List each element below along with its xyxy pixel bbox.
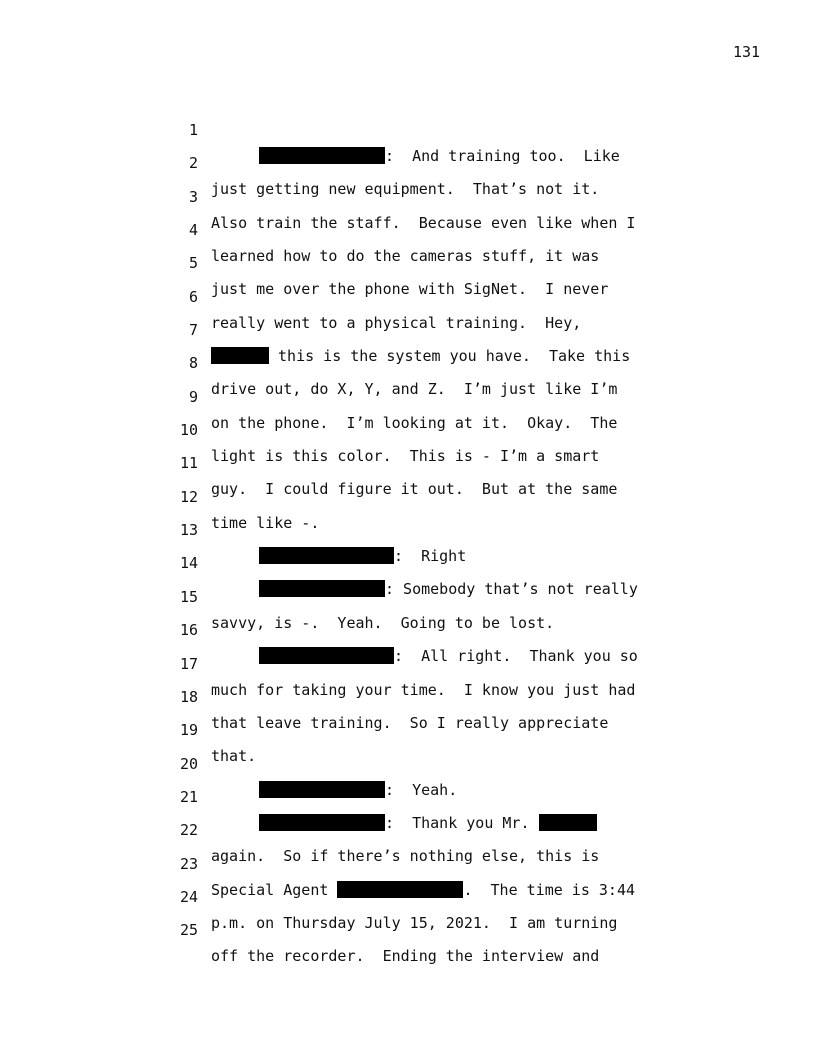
line-text: off the recorder. Ending the interview and: [211, 947, 600, 966]
line-text: guy. I could figure it out. But at the same: [211, 480, 618, 499]
line-text: again. So if there’s nothing else, this is: [211, 847, 600, 866]
line-text: that leave training. So I really appreciate: [211, 713, 609, 732]
line-number: 14: [179, 554, 198, 573]
line-text: : And training too. Like: [385, 147, 620, 165]
line-number: 11: [179, 454, 198, 473]
transcript-line-8: [0, 324, 816, 399]
line-number: 10: [179, 421, 198, 440]
transcript-lines: [0, 91, 816, 966]
line-text: p.m. on Thursday July 15, 2021. I am turning: [211, 913, 618, 932]
line-number: 7: [188, 321, 198, 340]
line-text: : All right. Thank you so: [394, 647, 638, 666]
line-text: Special Agent: [211, 880, 338, 899]
line-number: 12: [179, 487, 198, 506]
line-text: : Yeah.: [385, 780, 458, 799]
transcript-line-6: [0, 258, 816, 332]
line-number: 16: [179, 621, 198, 640]
line-number: 6: [188, 287, 198, 306]
line-text: : Right: [394, 547, 467, 566]
line-number: 22: [179, 821, 198, 840]
line-number: 2: [188, 154, 198, 173]
transcript-line-3: [0, 158, 816, 232]
line-text: on the phone. I’m looking at it. Okay. The: [211, 413, 618, 432]
transcript-line-5: [0, 224, 816, 299]
line-number: 17: [179, 654, 198, 673]
line-text: just getting new equipment. That’s not it.: [211, 180, 600, 199]
line-text: drive out, do X, Y, and Z. I’m just like I’m: [211, 380, 618, 399]
line-text: really went to a physical training. Hey,: [211, 313, 582, 332]
transcript-line-7: [0, 291, 816, 366]
line-number: 4: [188, 221, 198, 240]
page-number: 131: [733, 43, 761, 61]
transcript-line-2: [0, 124, 816, 199]
line-text: : Somebody that’s not really: [385, 580, 638, 599]
line-number: 13: [179, 521, 198, 540]
line-number: 25: [179, 921, 198, 940]
line-text: learned how to do the cameras stuff, it was: [211, 247, 600, 266]
line-number: 24: [179, 887, 198, 906]
line-number: 8: [188, 354, 198, 373]
line-text: much for taking your time. I know you just had: [211, 680, 636, 699]
line-number: 5: [188, 254, 198, 273]
line-text: just me over the phone with SigNet. I never: [211, 280, 609, 299]
line-text: Also train the staff. Because even like when I: [211, 213, 636, 232]
line-text: time like -.: [211, 513, 320, 532]
line-number: 19: [179, 721, 198, 740]
line-number: 21: [179, 787, 198, 806]
line-number: 9: [188, 387, 198, 406]
line-number: 3: [188, 187, 198, 206]
line-number: 18: [179, 687, 198, 706]
line-text: savvy, is -. Yeah. Going to be lost.: [211, 613, 555, 632]
transcript-line-25: [0, 891, 816, 966]
line-number: 20: [179, 754, 198, 773]
line-number: 1: [188, 121, 198, 139]
line-text: : Thank you Mr.: [385, 813, 539, 832]
line-text: light is this color. This is - I’m a smart: [211, 447, 600, 466]
transcript-line-4: [0, 191, 816, 266]
line-text: that.: [211, 747, 257, 766]
line-number: 23: [179, 854, 198, 873]
line-text: this is the system you have. Take this: [269, 347, 631, 366]
line-number: 15: [179, 587, 198, 606]
line-text: . The time is 3:44: [463, 880, 636, 899]
transcript-line-1: [0, 91, 816, 165]
